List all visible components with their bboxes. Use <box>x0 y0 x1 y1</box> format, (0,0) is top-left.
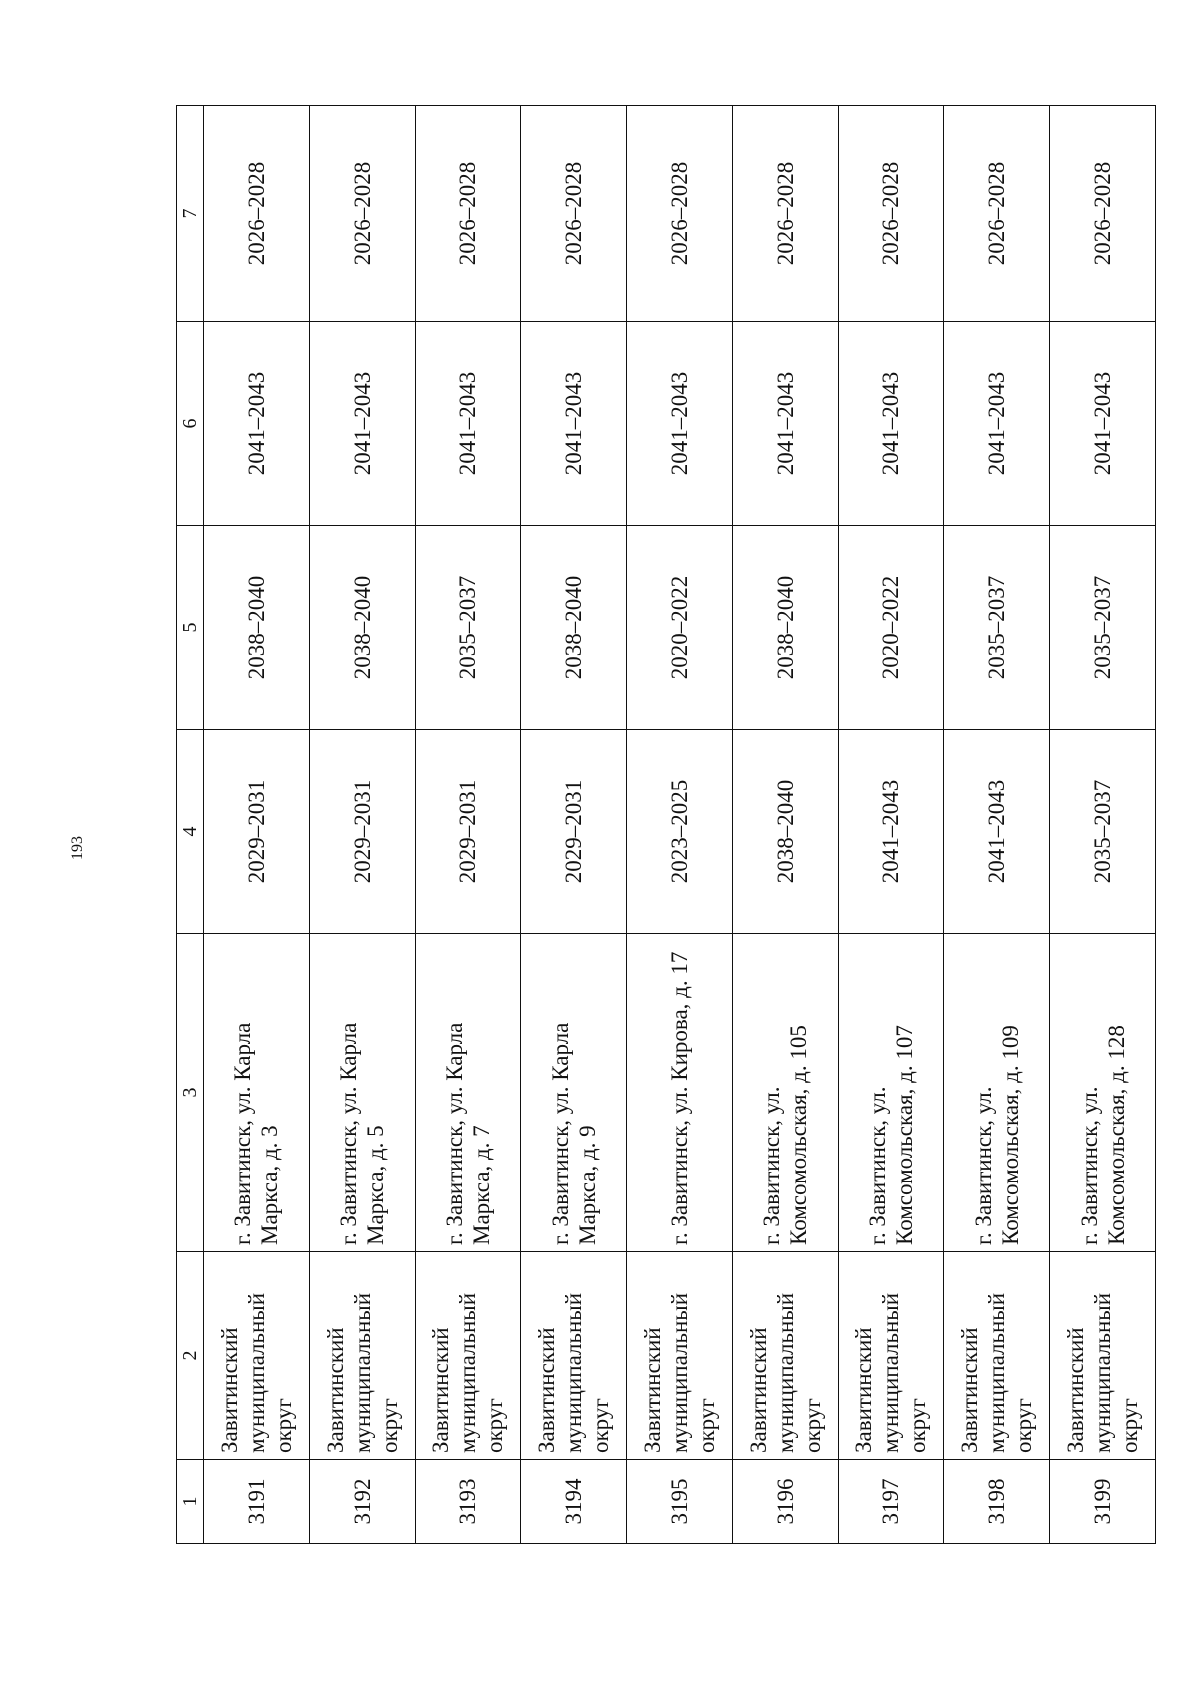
table-row <box>204 106 310 1544</box>
address-cell: г. Завитинск, ул. Комсомольская, д. 128 <box>1050 934 1156 1252</box>
header-cell: 2 <box>177 1252 204 1460</box>
period-cell-5: 2035–2037 <box>1050 526 1156 730</box>
address-cell: г. Завитинск, ул. Карла Маркса, д. 3 <box>204 934 310 1252</box>
address-cell: г. Завитинск, ул. Комсомольская, д. 107 <box>838 934 944 1252</box>
period-cell-4: 2038–2040 <box>732 730 838 934</box>
municipality-cell: Завитинский муниципальный округ <box>944 1252 1050 1460</box>
period-cell-6: 2041–2043 <box>521 322 627 526</box>
period-cell-4: 2029–2031 <box>309 730 415 934</box>
header-cell: 4 <box>177 730 204 934</box>
page-number: 193 <box>69 836 86 860</box>
period-cell-7: 2026–2028 <box>309 106 415 322</box>
period-cell-4: 2023–2025 <box>627 730 733 934</box>
municipality-cell: Завитинский муниципальный округ <box>732 1252 838 1460</box>
header-row <box>177 106 204 1544</box>
row-number: 3195 <box>627 1460 733 1544</box>
period-cell-5: 2035–2037 <box>944 526 1050 730</box>
row-number: 3199 <box>1050 1460 1156 1544</box>
period-cell-6: 2041–2043 <box>838 322 944 526</box>
period-cell-7: 2026–2028 <box>415 106 521 322</box>
municipality-cell: Завитинский муниципальный округ <box>1050 1252 1156 1460</box>
municipality-cell: Завитинский муниципальный округ <box>204 1252 310 1460</box>
period-cell-7: 2026–2028 <box>1050 106 1156 322</box>
table-row <box>415 106 521 1544</box>
municipality-cell: Завитинский муниципальный округ <box>415 1252 521 1460</box>
period-cell-7: 2026–2028 <box>732 106 838 322</box>
municipality-cell: Завитинский муниципальный округ <box>627 1252 733 1460</box>
period-cell-4: 2029–2031 <box>204 730 310 934</box>
municipality-cell: Завитинский муниципальный округ <box>838 1252 944 1460</box>
period-cell-5: 2020–2022 <box>627 526 733 730</box>
registry-table <box>176 105 1156 1544</box>
row-number: 3197 <box>838 1460 944 1544</box>
period-cell-6: 2041–2043 <box>309 322 415 526</box>
period-cell-6: 2041–2043 <box>732 322 838 526</box>
address-cell: г. Завитинск, ул. Комсомольская, д. 105 <box>732 934 838 1252</box>
address-cell: г. Завитинск, ул. Карла Маркса, д. 9 <box>521 934 627 1252</box>
period-cell-6: 2041–2043 <box>1050 322 1156 526</box>
period-cell-7: 2026–2028 <box>838 106 944 322</box>
table-row <box>309 106 415 1544</box>
table-row <box>627 106 733 1544</box>
rotated-table-wrapper <box>176 106 1156 1544</box>
period-cell-4: 2041–2043 <box>944 730 1050 934</box>
table-row <box>732 106 838 1544</box>
table-frame <box>176 106 1156 1544</box>
period-cell-7: 2026–2028 <box>627 106 733 322</box>
header-cell: 5 <box>177 526 204 730</box>
address-cell: г. Завитинск, ул. Кирова, д. 17 <box>627 934 733 1252</box>
period-cell-6: 2041–2043 <box>415 322 521 526</box>
row-number: 3196 <box>732 1460 838 1544</box>
period-cell-4: 2029–2031 <box>521 730 627 934</box>
period-cell-6: 2041–2043 <box>944 322 1050 526</box>
period-cell-5: 2038–2040 <box>521 526 627 730</box>
period-cell-6: 2041–2043 <box>627 322 733 526</box>
row-number: 3198 <box>944 1460 1050 1544</box>
period-cell-5: 2038–2040 <box>204 526 310 730</box>
row-number: 3193 <box>415 1460 521 1544</box>
header-cell: 7 <box>177 106 204 322</box>
period-cell-7: 2026–2028 <box>944 106 1050 322</box>
header-cell: 3 <box>177 934 204 1252</box>
period-cell-7: 2026–2028 <box>521 106 627 322</box>
period-cell-5: 2038–2040 <box>309 526 415 730</box>
period-cell-5: 2035–2037 <box>415 526 521 730</box>
address-cell: г. Завитинск, ул. Карла Маркса, д. 7 <box>415 934 521 1252</box>
period-cell-4: 2035–2037 <box>1050 730 1156 934</box>
row-number: 3191 <box>204 1460 310 1544</box>
period-cell-7: 2026–2028 <box>204 106 310 322</box>
header-cell: 6 <box>177 322 204 526</box>
table-row <box>1050 106 1156 1544</box>
header-cell: 1 <box>177 1460 204 1544</box>
period-cell-4: 2041–2043 <box>838 730 944 934</box>
period-cell-6: 2041–2043 <box>204 322 310 526</box>
table-row <box>944 106 1050 1544</box>
municipality-cell: Завитинский муниципальный округ <box>309 1252 415 1460</box>
period-cell-5: 2038–2040 <box>732 526 838 730</box>
address-cell: г. Завитинск, ул. Комсомольская, д. 109 <box>944 934 1050 1252</box>
address-cell: г. Завитинск, ул. Карла Маркса, д. 5 <box>309 934 415 1252</box>
table-row <box>521 106 627 1544</box>
period-cell-4: 2029–2031 <box>415 730 521 934</box>
row-number: 3192 <box>309 1460 415 1544</box>
period-cell-5: 2020–2022 <box>838 526 944 730</box>
table-row <box>838 106 944 1544</box>
row-number: 3194 <box>521 1460 627 1544</box>
municipality-cell: Завитинский муниципальный округ <box>521 1252 627 1460</box>
